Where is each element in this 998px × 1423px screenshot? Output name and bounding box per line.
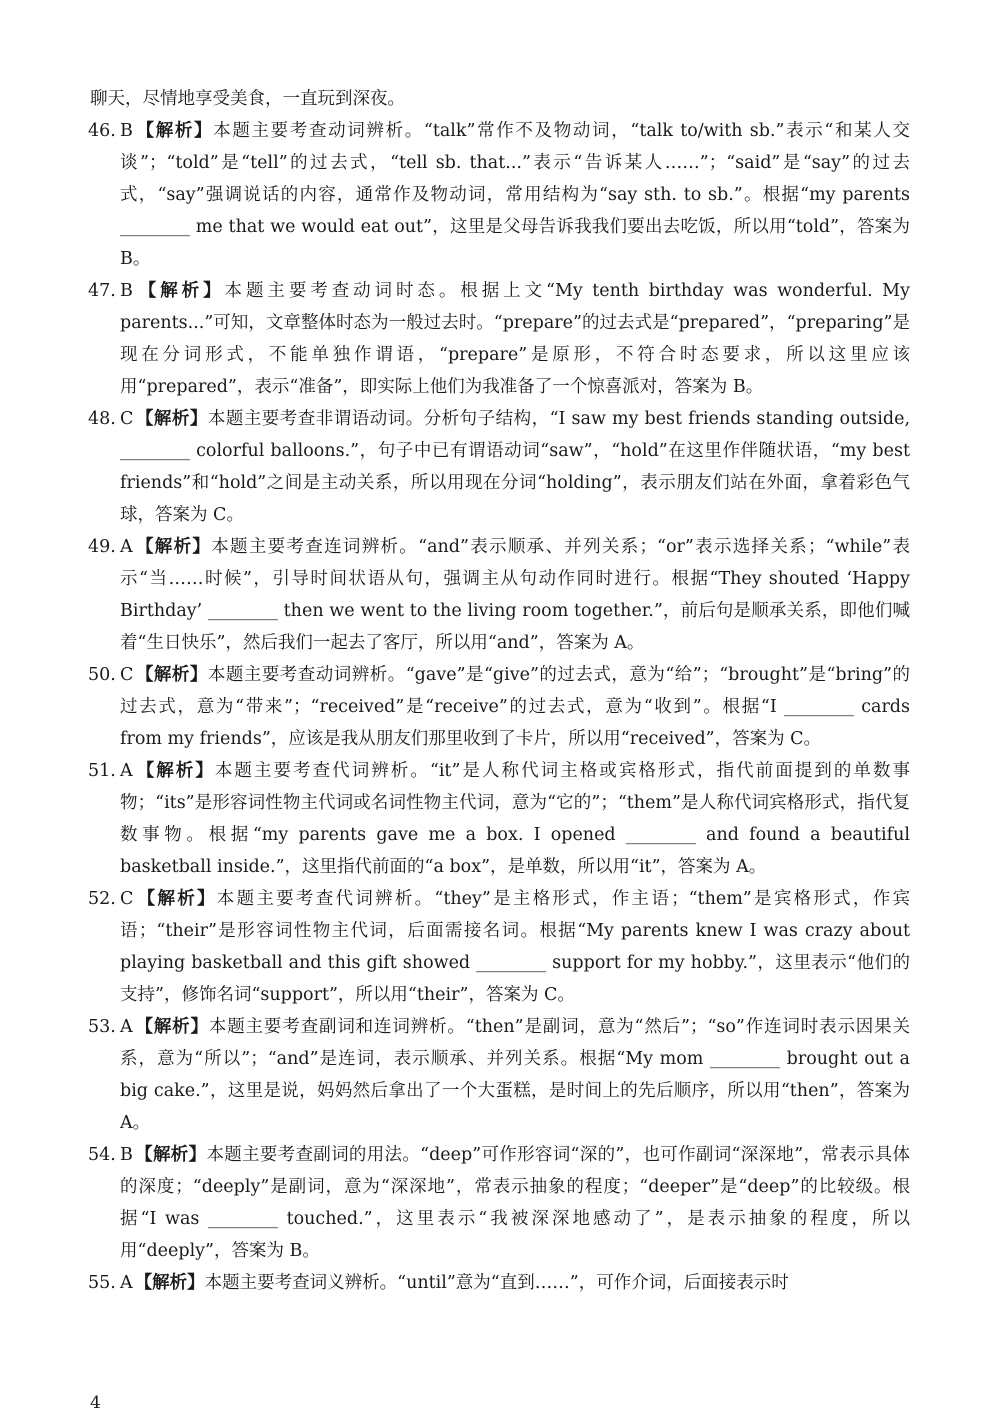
item-text: 本题主要考查代词辨析。“it”是人称代词主格或宾格形式，指代前面提到的单数事物；“its”是形容词性物主代词或名词性物主代词，意为“它的”；“them”是人称代词宾格形式，指代复数事物。根据“my parents gave me a box. I opened ________ and found a beautiful basketball inside.”，这里指代前面的“a box”，是单数，所以用“it”，答案为 A。 <box>120 761 910 877</box>
answer-item-52 <box>90 883 910 1011</box>
answer-explanations <box>90 83 910 1299</box>
item-text: 本题主要考查动词辨析。“talk”常作不及物动词，“talk to/with sb.”表示“和某人交谈”；“told”是“tell”的过去式，“tell sb. that...”表示“告诉某人……”；“said”是“say”的过去式，“say”强调说话的内容，通常作及物动词，常用结构为“say sth. to sb.”。根据“my parents ________ me that we would eat out”，这里是父母告诉我我们要出去吃饭，所以用“told”，答案为 B。 <box>120 121 911 269</box>
answer-item-53 <box>90 1011 910 1139</box>
item-text: 本题主要考查动词辨析。“gave”是“give”的过去式，意为“给”；“brought”是“bring”的过去式，意为“带来”；“received”是“receive”的过去式，意为“收到”。根据“I ________ cards from my friends”，应该是我从朋友们那里收到了卡片，所以用“received”，答案为 C。 <box>120 665 910 749</box>
analysis-tag: 【解析】 <box>134 281 225 301</box>
item-answer: A <box>120 537 133 557</box>
item-number: 50. <box>88 665 116 685</box>
item-answer: B <box>120 1145 133 1165</box>
item-text: 本题主要考查非谓语动词。分析句子结构，“I saw my best friends standing outside, ________ colorful balloons.”，句子中已有谓语动词“saw”，“hold”在这里作伴随状语，“my best friends”和“hold”之间是主动关系，所以用现在分词“holding”，表示朋友们站在外面，拿着彩色气球，答案为 C。 <box>120 409 911 525</box>
analysis-tag: 【解析】 <box>134 761 215 781</box>
page-number: 4 <box>90 1393 101 1413</box>
analysis-tag: 【解析】 <box>135 665 208 685</box>
analysis-tag: 【解析】 <box>134 1017 209 1037</box>
item-number: 52. <box>88 889 116 909</box>
item-number: 47. <box>88 281 116 301</box>
item-answer: A <box>120 761 133 781</box>
item-text: 本题主要考查副词和连词辨析。“then”是副词，意为“然后”；“so”作连词时表示因果关系，意为“所以”；“and”是连词，表示顺承、并列关系。根据“My mom ________ brought out a big cake.”，这里是说，妈妈然后拿出了一个大蛋糕，是时间上的先后顺序，所以用“then”，答案为 A。 <box>120 1017 911 1133</box>
analysis-tag: 【解析】 <box>134 1145 207 1165</box>
item-number: 49. <box>88 537 116 557</box>
item-text: 本题主要考查动词时态。根据上文“My tenth birthday was wonderful. My parents...”可知，文章整体时态为一般过去时。“prepare”的过去式是“prepared”，“preparing”是现在分词形式，不能单独作谓语，“prepare”是原形，不符合时态要求，所以这里应该用“prepared”，表示“准备”，即实际上他们为我准备了一个惊喜派对，答案为 B。 <box>120 281 910 397</box>
item-number: 46. <box>88 121 116 141</box>
item-number: 51. <box>88 761 116 781</box>
item-answer: B <box>120 121 133 141</box>
item-number: 53. <box>88 1017 116 1037</box>
item-answer: B <box>120 281 133 301</box>
item-text: 本题主要考查代词辨析。“they”是主格形式，作主语；“them”是宾格形式，作宾语；“their”是形容词性物主代词，后面需接名词。根据“My parents knew I was crazy about playing basketball and this gift showed ________ support for my hobby.”，这里表示“他们的支持”，修饰名词“support”，所以用“their”，答案为 C。 <box>120 889 910 1005</box>
item-number: 48. <box>88 409 116 429</box>
answer-item-51 <box>90 755 910 883</box>
item-answer: A <box>120 1273 133 1293</box>
item-text: 本题主要考查副词的用法。“deep”可作形容词“深的”，也可作副词“深深地”，常表示具体的深度；“deeply”是副词，意为“深深地”，常表示抽象的程度；“deeper”是“deep”的比较级。根据“I was ________ touched.”，这里表示“我被深深地感动了”，是表示抽象的程度，所以用“deeply”，答案为 B。 <box>120 1145 911 1261</box>
answer-item-47 <box>90 275 910 403</box>
analysis-tag: 【解析】 <box>134 1273 205 1293</box>
analysis-tag: 【解析】 <box>135 409 208 429</box>
analysis-tag: 【解析】 <box>134 121 214 141</box>
answer-item-55 <box>90 1267 910 1299</box>
analysis-tag: 【解析】 <box>135 889 217 909</box>
answer-item-49 <box>90 531 910 659</box>
answer-item-50 <box>90 659 910 755</box>
answer-item-46 <box>90 115 910 275</box>
item-text: 本题主要考查词义辨析。“until”意为“直到……”，可作介词，后面接表示时 <box>204 1273 789 1293</box>
item-text: 本题主要考查连词辨析。“and”表示顺承、并列关系；“or”表示选择关系；“while”表示“当……时候”，引导时间状语从句，强调主从句动作同时进行。根据“They shouted ‘Happy Birthday’ ________ then we went to the living room together.”，前后句是顺承关系，即他们喊着“生日快乐”，然后我们一起去了客厅，所以用“and”，答案为 A。 <box>120 537 910 653</box>
item-answer: C <box>120 409 134 429</box>
item-answer: A <box>120 1017 133 1037</box>
answer-item-54 <box>90 1139 910 1267</box>
item-answer: C <box>120 889 134 909</box>
intro-text: 聊天，尽情地享受美食，一直玩到深夜。 <box>90 89 405 109</box>
item-number: 55. <box>88 1273 116 1293</box>
analysis-tag: 【解析】 <box>134 537 212 557</box>
answer-item-48 <box>90 403 910 531</box>
item-number: 54. <box>88 1145 116 1165</box>
item-answer: C <box>120 665 134 685</box>
